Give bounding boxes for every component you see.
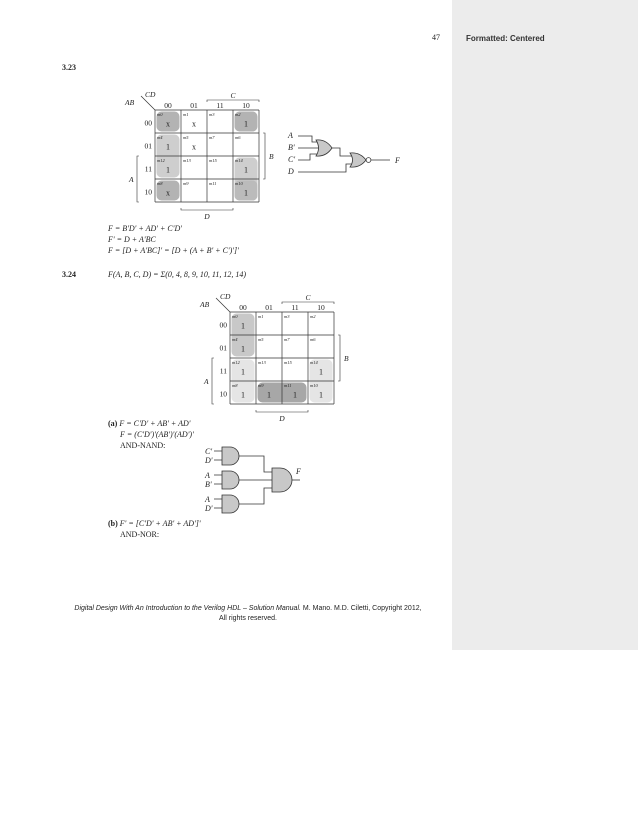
circuit-input-b: B'	[288, 143, 295, 152]
gate1-input1: C'	[205, 447, 213, 456]
part-b-line2: AND-NOR:	[120, 530, 160, 539]
kmap-cell-value: 1	[241, 344, 245, 354]
footer	[58, 604, 438, 624]
minterm-label: m12	[157, 158, 165, 163]
kmap-cell-value: x	[166, 119, 170, 129]
minterm-label: m1	[258, 314, 264, 319]
kmap-row-var: AB	[125, 98, 135, 107]
minterm-label: m15	[284, 360, 292, 365]
kmap-row-header: 11	[219, 366, 227, 376]
kmap-col-group: C	[305, 293, 311, 302]
bracket-b	[263, 133, 265, 179]
equation-3: F = [D + A'BC]' = [D + (A + B' + C')']'	[108, 246, 239, 255]
kmap-cell-value: 1	[293, 390, 297, 400]
kmap-col-header: 11	[291, 303, 299, 312]
and-gate-3	[222, 495, 239, 513]
part-a-line3: AND-NAND:	[120, 441, 166, 450]
and-nand-output: F	[296, 467, 301, 476]
minterm-label: m11	[209, 181, 217, 186]
minterm-label: m7	[284, 337, 290, 342]
minterm-label: m4	[232, 337, 238, 342]
bracket-d	[256, 410, 308, 412]
kmap-cell-value: 1	[166, 142, 170, 152]
kmap-col-header: 01	[190, 101, 198, 110]
circuit-output: F	[395, 156, 400, 165]
problem-3-23-number: 3.23	[62, 63, 76, 72]
kmap-col-header: 01	[265, 303, 273, 312]
kmap-row-header: 11	[144, 164, 152, 174]
kmap-col-header: 00	[239, 303, 247, 312]
kmap-cell-value: 1	[267, 390, 271, 400]
and-gate-1	[222, 447, 239, 465]
part-b-line1	[108, 518, 201, 529]
minterm-label: m0	[157, 112, 163, 117]
part-a-line1	[108, 418, 191, 429]
bracket-b	[338, 335, 340, 381]
kmap-cell-value: 1	[241, 390, 245, 400]
minterm-label: m9	[258, 383, 264, 388]
minterm-label: m12	[232, 360, 240, 365]
minterm-label: m13	[183, 158, 191, 163]
minterm-label: m9	[183, 181, 189, 186]
minterm-label: m14	[310, 360, 318, 365]
minterm-label: m6	[310, 337, 316, 342]
kmap-row-header: 00	[219, 320, 227, 330]
footer-title: Digital Design With An Introduction to the Verilog HDL – Solution Manual.	[74, 605, 301, 612]
kmap-col-header: 10	[317, 303, 325, 312]
part-a-line2: F = (C'D')'(AB')'(AD')'	[120, 430, 194, 439]
gate2-input2: B'	[205, 480, 212, 489]
kmap-row-header: 01	[219, 343, 227, 353]
footer-rights: All rights reserved.	[219, 615, 277, 622]
minterm-label: m10	[235, 181, 243, 186]
kmap-row-header: 00	[144, 118, 152, 128]
kmap-col-header: 00	[164, 101, 172, 110]
minterm-label: m3	[209, 112, 215, 117]
kmap-right-group: B	[344, 354, 349, 363]
kmap-row-group: A	[129, 175, 134, 184]
kmap-bottom-group: D	[204, 212, 210, 221]
minterm-label: m6	[235, 135, 241, 140]
minterm-label: m8	[232, 383, 238, 388]
kmap-col-var: CD	[220, 292, 231, 301]
circuit-input-a: A	[288, 131, 293, 140]
minterm-label: m5	[258, 337, 264, 342]
minterm-label: m8	[157, 181, 163, 186]
minterm-label: m2	[235, 112, 241, 117]
part-a-label: (a)	[108, 419, 118, 428]
kmap-col-var: CD	[145, 90, 156, 99]
bracket-a	[212, 358, 214, 404]
and-gate-2	[222, 471, 239, 489]
minterm-label: m15	[209, 158, 217, 163]
minterm-label: m0	[232, 314, 238, 319]
part-a-equation: F = C'D' + AB' + AD'	[119, 419, 191, 428]
kmap-row-header: 10	[219, 389, 227, 399]
bracket-d	[181, 208, 233, 210]
kmap-cell-value: 1	[244, 165, 248, 175]
minterm-label: m10	[310, 383, 318, 388]
kmap-3-24	[175, 288, 375, 428]
kmap-cell-value: x	[166, 188, 170, 198]
and-gate-out	[272, 468, 292, 492]
circuit-3-23	[280, 126, 430, 186]
kmap-col-header: 10	[242, 101, 250, 110]
kmap-3-23	[100, 86, 300, 226]
part-b-label: (b)	[108, 519, 118, 528]
minterm-label: m14	[235, 158, 243, 163]
kmap-cell-value: 1	[244, 188, 248, 198]
minterm-label: m11	[284, 383, 292, 388]
bracket-c	[282, 302, 334, 304]
part-b-equation: F' = [C'D' + AB' + AD']'	[119, 519, 201, 528]
gate3-input2: D'	[205, 504, 213, 513]
bracket-c	[207, 100, 259, 102]
kmap-row-var: AB	[200, 300, 210, 309]
gate1-input2: D'	[205, 456, 213, 465]
page-number: 47	[432, 33, 440, 42]
kmap-col-header: 11	[216, 101, 224, 110]
kmap-row-header: 10	[144, 187, 152, 197]
circuit-and-nand	[200, 445, 330, 520]
minterm-label: m1	[183, 112, 189, 117]
kmap-bottom-group: D	[279, 414, 285, 423]
or-gate-2	[350, 153, 366, 167]
footer-authors: M. Mano. M.D. Ciletti, Copyright 2012,	[300, 605, 422, 612]
equation-1: F = B'D' + AD' + C'D'	[108, 224, 182, 233]
kmap-cell-value: 1	[244, 119, 248, 129]
minterm-label: m2	[310, 314, 316, 319]
problem-3-24-number: 3.24	[62, 270, 76, 279]
kmap-cell-value: 1	[241, 367, 245, 377]
kmap-row-group: A	[204, 377, 209, 386]
kmap-col-group: C	[230, 91, 236, 100]
sidebar-format-note: Formatted: Centered	[466, 34, 545, 43]
minterm-label: m3	[284, 314, 290, 319]
kmap-cell-value: x	[192, 119, 196, 129]
comment-sidebar	[452, 0, 638, 650]
minterm-label: m13	[258, 360, 266, 365]
or-gate-1	[316, 140, 332, 156]
kmap-cell-value: 1	[166, 165, 170, 175]
circuit-input-c: C'	[288, 155, 296, 164]
bracket-a	[137, 156, 139, 202]
minterm-label: m5	[183, 135, 189, 140]
minterm-label: m7	[209, 135, 215, 140]
minterm-label: m4	[157, 135, 163, 140]
circuit-input-d: D	[288, 167, 294, 176]
kmap-cell-value: 1	[319, 390, 323, 400]
equation-2: F' = D + A'BC	[108, 235, 156, 244]
gate3-input1: A	[205, 495, 210, 504]
kmap-cell-value: 1	[241, 321, 245, 331]
kmap-right-group: B	[269, 152, 274, 161]
kmap-cell-value: 1	[319, 367, 323, 377]
gate2-input1: A	[205, 471, 210, 480]
kmap-row-header: 01	[144, 141, 152, 151]
problem-3-24-function: F(A, B, C, D) = Σ(0, 4, 8, 9, 10, 11, 12, 14)	[108, 270, 246, 279]
kmap-cell-value: x	[192, 142, 196, 152]
